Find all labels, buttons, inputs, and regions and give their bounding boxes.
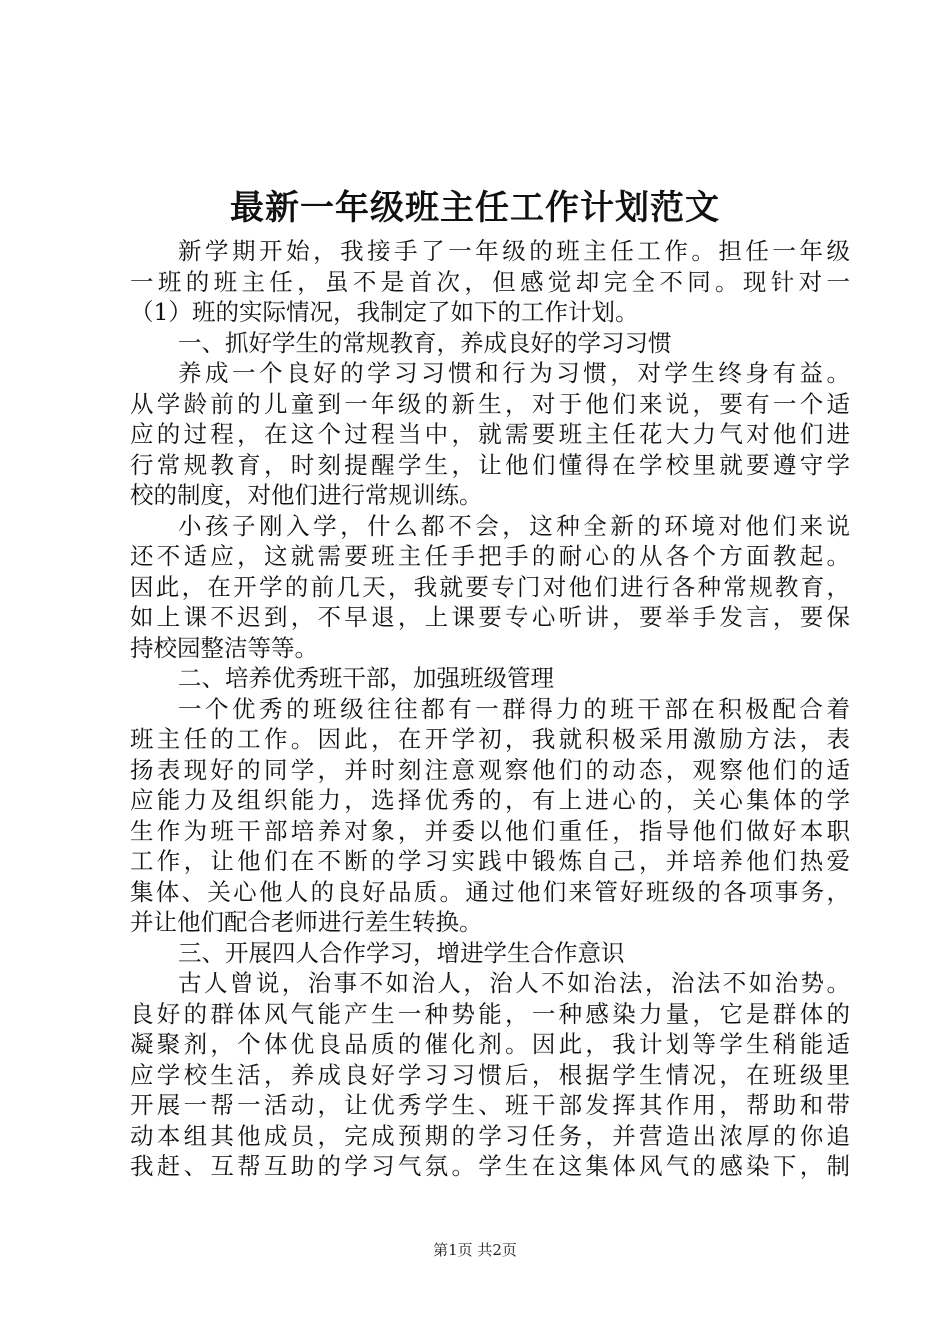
paragraph-line: 工作，让他们在不断的学习实践中锻炼自己，并培养他们热爱 — [130, 847, 850, 875]
paragraph-line: 还不适应，这就需要班主任手把手的耐心的从各个方面教起。 — [130, 542, 850, 570]
paragraph-line: 动本组其他成员，完成预期的学习任务，并营造出浓厚的你追 — [130, 1121, 850, 1150]
paragraph-line: 一个优秀的班级往往都有一群得力的班干部在积极配合着 — [178, 694, 850, 723]
paragraph-line: 我赶、互帮互助的学习气氛。学生在这集体风气的感染下，制 — [130, 1152, 850, 1180]
paragraph-line: 开展一帮一活动，让优秀学生、班干部发挥其作用，帮助和带 — [130, 1091, 850, 1119]
paragraph-line: 集体、关心他人的良好品质。通过他们来管好班级的各项事务， — [130, 877, 850, 906]
document-body — [130, 236, 850, 1182]
paragraph-line: 良好的群体风气能产生一种势能，一种感染力量，它是群体的 — [130, 999, 850, 1028]
section-heading: 三、开展四人合作学习，增进学生合作意识 — [178, 938, 625, 967]
paragraph-line: 生作为班干部培养对象，并委以他们重任，指导他们做好本职 — [130, 816, 850, 845]
paragraph-line: 小孩子刚入学，什么都不会，这种全新的环境对他们来说 — [178, 511, 850, 540]
paragraph-line: （1）班的实际情况，我制定了如下的工作计划。 — [130, 298, 639, 326]
paragraph-line: 从学龄前的儿童到一年级的新生，对于他们来说，要有一个适 — [130, 389, 850, 418]
paragraph-line: 凝聚剂，个体优良品质的催化剂。因此，我计划等学生稍能适 — [130, 1030, 850, 1058]
paragraph-line: 行常规教育，时刻提醒学生，让他们懂得在学校里就要遵守学 — [130, 450, 850, 479]
paragraph-line: 应的过程，在这个过程当中，就需要班主任花大力气对他们进 — [130, 420, 850, 448]
paragraph-line: 校的制度，对他们进行常规训练。 — [130, 481, 483, 509]
paragraph-line: 班主任的工作。因此，在开学初，我就积极采用激励方法，表 — [130, 725, 850, 753]
paragraph-line: 持校园整洁等等。 — [130, 633, 318, 662]
paragraph-line: 如上课不迟到，不早退，上课要专心听讲，要举手发言，要保 — [130, 603, 850, 631]
paragraph-line: 一班的班主任，虽不是首次，但感觉却完全不同。现针对一 — [130, 267, 850, 296]
document-title: 最新一年级班主任工作计划范文 — [230, 188, 720, 228]
paragraph-line: 古人曾说，治事不如治人，治人不如治法，治法不如治势。 — [178, 969, 850, 997]
section-heading: 二、培养优秀班干部，加强班级管理 — [178, 664, 554, 692]
paragraph-line: 扬表现好的同学，并时刻注意观察他们的动态，观察他们的适 — [130, 755, 850, 784]
paragraph-line: 应能力及组织能力，选择优秀的，有上进心的，关心集体的学 — [130, 786, 850, 814]
paragraph-line: 新学期开始，我接手了一年级的班主任工作。担任一年级 — [178, 237, 850, 265]
paragraph-line: 因此，在开学的前几天，我就要专门对他们进行各种常规教育， — [130, 572, 850, 601]
page-number-footer: 第1页 共2页 — [433, 1241, 517, 1259]
section-heading: 一、抓好学生的常规教育，养成良好的学习习惯 — [178, 328, 672, 357]
paragraph-line: 应学校生活，养成良好学习习惯后，根据学生情况，在班级里 — [130, 1060, 850, 1089]
paragraph-line: 并让他们配合老师进行差生转换。 — [130, 908, 483, 936]
paragraph-line: 养成一个良好的学习习惯和行为习惯，对学生终身有益。 — [178, 359, 850, 387]
